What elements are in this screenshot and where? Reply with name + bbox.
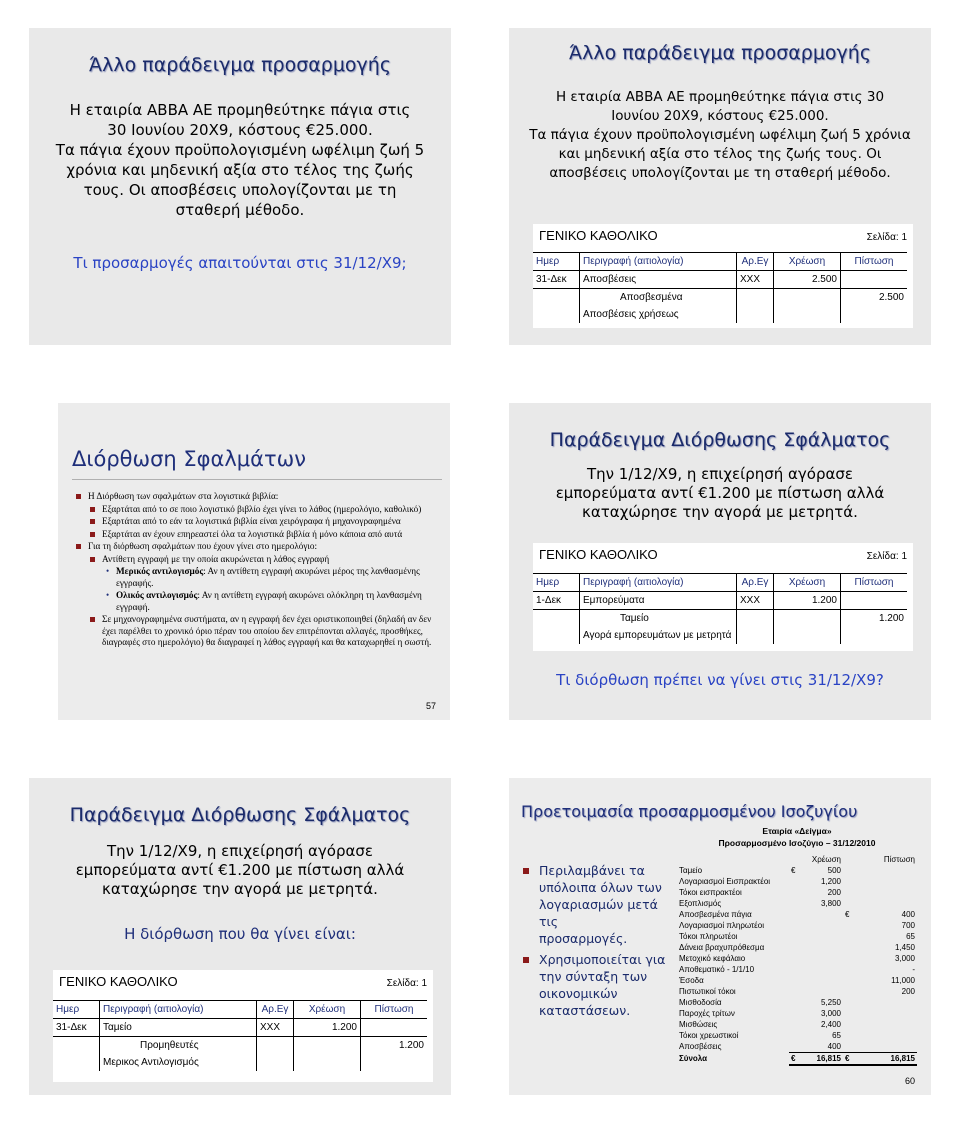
bullet-text: Σε μηχανογραφημένα συστήματα, αν η εγγραφή δεν έχει οριστικοποιηθεί (δηλαδή αν δεν έχει παρέλθει το χρονικό όριο πέραν του οποίου δεν επιτρέπονται αλλαγές, προσθήκες, διαγραφές στο ημερολόγιο) θα διαγραφεί η λάθος εγγραφή και θα καταχωρηθεί η σωστή. bbox=[102, 614, 432, 647]
text-line: Τα πάγια έχουν προϋπολογισμένη ωφέλιμη ζωή 5 bbox=[55, 141, 425, 159]
tb-row bbox=[677, 887, 917, 898]
ledger-cell bbox=[533, 627, 580, 644]
ledger-title: ΓΕΝΙΚΟ ΚΑΘΟΛΙΚΟ bbox=[59, 974, 178, 989]
tb-total-row bbox=[677, 1053, 917, 1066]
slide-1 bbox=[29, 28, 451, 345]
ledger-cell bbox=[841, 271, 908, 289]
tb-total-credit: 16,815 bbox=[857, 1053, 917, 1066]
col-header: Ημερ bbox=[533, 574, 580, 592]
col-header: Χρέωση bbox=[774, 574, 841, 592]
ledger-cell bbox=[737, 610, 774, 628]
bullet-dot-icon: • bbox=[106, 566, 110, 576]
ledger-cell bbox=[737, 289, 774, 307]
col-header: Πίστωση bbox=[841, 253, 908, 271]
text-line: και μηδενική αξία στο τέλος της ζωής τους. Οι bbox=[558, 146, 882, 162]
bullet-icon bbox=[76, 494, 81, 499]
slide-4-body bbox=[509, 465, 931, 522]
text-line: Η εταιρία ΑΒΒΑ ΑΕ προμηθεύτηκε πάγια στις bbox=[69, 101, 411, 119]
tb-cell bbox=[799, 909, 843, 920]
tb-cell bbox=[789, 920, 799, 931]
ledger-cell bbox=[533, 306, 580, 323]
tb-account-name: Μισθοδοσία bbox=[679, 998, 722, 1007]
tb-account-name: Παροχές τρίτων bbox=[679, 1009, 735, 1018]
tb-cell bbox=[843, 1008, 857, 1019]
tb-cell bbox=[857, 1019, 917, 1030]
ledger-cell bbox=[841, 306, 908, 323]
tb-cell bbox=[789, 975, 799, 986]
bullet-text: Για τη διόρθωση σφαλμάτων που έχουν γίνει στο ημερολόγιο: bbox=[88, 541, 318, 551]
ledger-cell bbox=[737, 627, 774, 644]
text-line: τους. Οι αποσβέσεις υπολογίζονται με τη bbox=[83, 181, 397, 199]
slide-1-title: Άλλο παράδειγμα προσαρμογής bbox=[89, 54, 391, 76]
col-header: Χρέωση bbox=[294, 1001, 361, 1019]
slide-6-title: Προετοιμασία προσαρμοσμένου Ισοζυγίου bbox=[521, 802, 858, 821]
tb-cell bbox=[789, 876, 799, 887]
bullet-text: οικονομικών bbox=[539, 986, 618, 1001]
ledger-cell: Εμπορεύματα bbox=[580, 592, 737, 610]
title-underline bbox=[72, 479, 442, 480]
tb-cell bbox=[857, 865, 917, 876]
bullet-item bbox=[72, 614, 444, 649]
tb-cell bbox=[789, 1041, 799, 1053]
ledger-table bbox=[533, 252, 907, 323]
ledger-cell bbox=[294, 1054, 361, 1071]
ledger-header bbox=[533, 224, 913, 243]
tb-row bbox=[677, 1019, 917, 1030]
tb-row bbox=[677, 898, 917, 909]
ledger-cell bbox=[257, 1037, 294, 1055]
tb-row bbox=[677, 931, 917, 942]
ledger-cell bbox=[774, 610, 841, 628]
ledger-cell bbox=[53, 1037, 100, 1055]
tb-account-name: Λογαριασμοί Εισπρακτέοι bbox=[679, 877, 771, 886]
tb-cell bbox=[857, 1041, 917, 1053]
ledger-row bbox=[533, 306, 907, 323]
tb-cell bbox=[843, 964, 857, 975]
bullet-text: Αντίθετη εγγραφή με την οποία ακυρώνεται η λάθος εγγραφή bbox=[102, 553, 330, 564]
slide-4-question: Τι διόρθωση πρέπει να γίνει στις 31/12/Χ9? bbox=[556, 671, 884, 689]
bullet-text: Εξαρτάται από το σε ποιο λογιστικό βιβλίο έχει γίνει το λάθος (ημερολόγιο, καθολικό) bbox=[102, 503, 422, 514]
ledger-cell bbox=[533, 610, 580, 628]
col-header: Περιγραφή (αιτιολογία) bbox=[580, 253, 737, 271]
tb-cell: € bbox=[845, 910, 850, 919]
bullet-icon bbox=[523, 957, 529, 963]
ledger-cell: 1.200 bbox=[774, 592, 841, 610]
tb-row bbox=[677, 1008, 917, 1019]
tb-cell bbox=[789, 931, 799, 942]
tb-account-name: Αποσβεσμένα πάγια bbox=[679, 910, 752, 919]
slide-5-body bbox=[29, 842, 451, 899]
tb-cell bbox=[799, 953, 843, 964]
tb-account-name: Ταμείο bbox=[679, 866, 703, 875]
tb-cell bbox=[843, 1041, 857, 1053]
bullet-text: την σύνταξη των bbox=[539, 969, 648, 984]
tb-account-name: Έσοδα bbox=[679, 976, 704, 985]
text-line: καταχώρησε την αγορά με μετρητά. bbox=[582, 503, 858, 521]
tb-cell: 3,000 bbox=[894, 954, 915, 963]
slide-5 bbox=[29, 778, 451, 1095]
tb-cell bbox=[843, 953, 857, 964]
ledger-row bbox=[533, 289, 907, 307]
tb-cell bbox=[843, 887, 857, 898]
trial-balance bbox=[677, 826, 917, 1066]
ledger-table bbox=[53, 1000, 427, 1071]
text-line: εμπορεύματα αντί €1.200 με πίστωση αλλά bbox=[555, 484, 885, 502]
tb-cell bbox=[789, 1008, 799, 1019]
tb-row bbox=[677, 986, 917, 997]
tb-cell: 65 bbox=[832, 1031, 841, 1040]
bullet-bold: Μερικός αντιλογισμός bbox=[116, 566, 204, 576]
bullet-item bbox=[72, 566, 444, 589]
tb-cell: 200 bbox=[901, 987, 915, 996]
tb-row bbox=[677, 942, 917, 953]
ledger-cell: 31-Δεκ bbox=[53, 1019, 100, 1037]
bullet-bold: Ολικός αντιλογισμός bbox=[116, 590, 198, 600]
ledger-cell bbox=[53, 1054, 100, 1071]
ledger-cell bbox=[737, 306, 774, 323]
general-ledger bbox=[533, 224, 913, 328]
ledger-cell: 2.500 bbox=[774, 271, 841, 289]
bullet-text: λογαριασμών μετά τις bbox=[539, 897, 658, 929]
tb-account-name: Αποσβέσεις bbox=[679, 1042, 722, 1052]
tb-header-row bbox=[677, 854, 917, 865]
tb-cell bbox=[843, 1019, 857, 1030]
tb-row bbox=[677, 964, 917, 975]
text-line: σταθερή μέθοδο. bbox=[175, 201, 305, 219]
tb-row bbox=[677, 1030, 917, 1041]
slide-4 bbox=[509, 403, 931, 720]
bullet-item bbox=[72, 516, 444, 528]
tb-cell: 200 bbox=[827, 888, 841, 897]
tb-account-name: Τόκοι πληρωτέοι bbox=[679, 932, 738, 941]
bullet-text: υπόλοιπα όλων των bbox=[539, 880, 662, 895]
tb-cell bbox=[799, 942, 843, 953]
ledger-row bbox=[53, 1019, 427, 1037]
bullet-text: Εξαρτάται από το εάν τα λογιστικά βιβλία είναι χειρόγραφα ή μηχανογραφημένα bbox=[102, 516, 401, 526]
tb-cell bbox=[789, 909, 799, 920]
ledger-cell: ΧΧΧ bbox=[737, 592, 774, 610]
tb-cell: 400 bbox=[827, 1042, 841, 1051]
tb-cell bbox=[789, 986, 799, 997]
ledger-cell: Αγορά εμπορευμάτων με μετρητά bbox=[580, 627, 737, 644]
ledger-cell bbox=[841, 627, 908, 644]
tb-account-name: Μετοχικό κεφάλαιο bbox=[679, 954, 746, 963]
ledger-cell: Αποσβέσεις χρήσεως bbox=[580, 306, 737, 323]
tb-cell bbox=[857, 887, 917, 898]
tb-cell: 3,800 bbox=[820, 899, 841, 908]
bullet-icon bbox=[90, 557, 95, 562]
slide-6-bullets bbox=[517, 862, 677, 1020]
tb-cell: 400 bbox=[901, 910, 915, 919]
tb-cell bbox=[843, 997, 857, 1008]
tb-cell bbox=[857, 1008, 917, 1019]
tb-cell bbox=[857, 1030, 917, 1041]
ledger-page: Σελίδα: 1 bbox=[386, 978, 427, 989]
text-line: εμπορεύματα αντί €1.200 με πίστωση αλλά bbox=[75, 861, 405, 879]
tb-account-name: Μισθώσεις bbox=[679, 1020, 718, 1029]
ledger-cell bbox=[361, 1054, 428, 1071]
slide-3-title: Διόρθωση Σφαλμάτων bbox=[72, 447, 306, 471]
bullet-icon bbox=[90, 532, 95, 537]
ledger-header bbox=[53, 970, 433, 989]
tb-total-sym: € bbox=[789, 1053, 799, 1066]
bullet-item bbox=[517, 862, 677, 947]
ledger-cell: Αποσβεσμένα bbox=[580, 289, 737, 307]
ledger-cell bbox=[533, 289, 580, 307]
tb-cell: 700 bbox=[901, 921, 915, 930]
ledger-cell: Προμηθευτές bbox=[100, 1037, 257, 1055]
ledger-cell bbox=[257, 1054, 294, 1071]
tb-cell: 3,000 bbox=[820, 1009, 841, 1018]
bullet-item bbox=[72, 590, 444, 613]
tb-cell bbox=[843, 931, 857, 942]
slide-2-title: Άλλο παράδειγμα προσαρμογής bbox=[569, 42, 871, 64]
ledger-header-row bbox=[533, 574, 907, 592]
ledger-cell: Ταμείο bbox=[100, 1019, 257, 1037]
tb-cell: 5,250 bbox=[820, 998, 841, 1007]
bullet-dot-icon: • bbox=[106, 590, 110, 600]
tb-total-debit: 16,815 bbox=[799, 1053, 843, 1066]
slide-6 bbox=[509, 778, 931, 1095]
col-header: Περιγραφή (αιτιολογία) bbox=[100, 1001, 257, 1019]
tb-cell bbox=[843, 865, 857, 876]
ledger-row bbox=[53, 1037, 427, 1055]
ledger-cell bbox=[294, 1037, 361, 1055]
slide-1-question: Τι προσαρμογές απαιτούνται στις 31/12/Χ9; bbox=[73, 254, 407, 272]
text-line: χρόνια και μηδενική αξία στο τέλος της ζωής bbox=[66, 161, 414, 179]
tb-account-name: Τόκοι χρεωστικοί bbox=[679, 1031, 739, 1040]
tb-cell bbox=[789, 898, 799, 909]
slide-1-body bbox=[29, 100, 451, 220]
bullet-text: καταστάσεων. bbox=[539, 1003, 631, 1018]
tb-cell bbox=[799, 931, 843, 942]
ledger-cell: 1.200 bbox=[841, 610, 908, 628]
col-header: Πίστωση bbox=[361, 1001, 428, 1019]
tb-cell bbox=[789, 1019, 799, 1030]
slide-5-title: Παράδειγμα Διόρθωσης Σφάλματος bbox=[69, 804, 411, 826]
tb-account-name: Εξοπλισμός bbox=[679, 899, 722, 908]
bullet-item bbox=[72, 504, 444, 516]
tb-cell bbox=[857, 898, 917, 909]
slide-3-bullets bbox=[72, 491, 444, 650]
col-header: Πίστωση bbox=[841, 574, 908, 592]
text-line: Ιουνίου 20Χ9, κόστους €25.000. bbox=[611, 108, 829, 124]
ledger-header-row bbox=[533, 253, 907, 271]
slide-2-body bbox=[509, 88, 931, 183]
tb-row bbox=[677, 920, 917, 931]
ledger-cell: ΧΧΧ bbox=[737, 271, 774, 289]
ledger-cell: 2.500 bbox=[841, 289, 908, 307]
ledger-cell: Μερικος Αντιλογισμός bbox=[100, 1054, 257, 1071]
tb-col-header: Χρέωση bbox=[811, 855, 841, 864]
ledger-title: ΓΕΝΙΚΟ ΚΑΘΟΛΙΚΟ bbox=[539, 547, 658, 562]
company-name: Εταιρία «Δείγμα» bbox=[762, 826, 832, 836]
tb-cell bbox=[843, 1030, 857, 1041]
tb-cell bbox=[789, 942, 799, 953]
ledger-page: Σελίδα: 1 bbox=[866, 232, 907, 243]
bullet-text: Η Διόρθωση των σφαλμάτων στα λογιστικά βιβλία: bbox=[88, 491, 279, 501]
col-header: Ημερ bbox=[53, 1001, 100, 1019]
ledger-cell bbox=[774, 289, 841, 307]
text-line: αποσβέσεις υπολογίζονται με τη σταθερή μέθοδο. bbox=[549, 165, 891, 181]
ledger-cell: Ταμείο bbox=[580, 610, 737, 628]
page-number: 57 bbox=[426, 701, 437, 711]
col-header: Αρ.Εγ bbox=[257, 1001, 294, 1019]
tb-row bbox=[677, 876, 917, 887]
tb-cell: 500 bbox=[827, 866, 841, 875]
tb-account-name: Τόκοι εισπρακτέοι bbox=[679, 888, 742, 897]
ledger-cell: 1-Δεκ bbox=[533, 592, 580, 610]
bullet-text: Εξαρτάται αν έχουν επηρεαστεί όλα τα λογιστικά βιβλία ή μόνο κάποια από αυτά bbox=[102, 528, 403, 539]
page-number: 60 bbox=[905, 1076, 916, 1086]
tb-cell bbox=[843, 876, 857, 887]
tb-cell bbox=[789, 997, 799, 1008]
tb-total-label: Σύνολα bbox=[679, 1054, 708, 1064]
trial-balance-table bbox=[677, 854, 917, 1066]
ledger-cell bbox=[774, 306, 841, 323]
col-header: Περιγραφή (αιτιολογία) bbox=[580, 574, 737, 592]
bullet-item bbox=[72, 541, 444, 553]
col-header: Αρ.Εγ bbox=[737, 253, 774, 271]
trial-balance-title: Προσαρμοσμένο Ισοζύγιο – 31/12/2010 bbox=[718, 838, 876, 848]
ledger-row bbox=[533, 271, 907, 289]
tb-row bbox=[677, 975, 917, 986]
bullet-icon bbox=[90, 617, 95, 622]
tb-col-header: Πίστωση bbox=[883, 855, 915, 864]
bullet-item bbox=[517, 951, 677, 1019]
bullet-icon bbox=[90, 507, 95, 512]
slide-2 bbox=[509, 28, 931, 345]
tb-cell bbox=[857, 997, 917, 1008]
ledger-cell bbox=[841, 592, 908, 610]
col-header: Ημερ bbox=[533, 253, 580, 271]
ledger-cell bbox=[774, 627, 841, 644]
tb-cell: 1,200 bbox=[820, 877, 841, 886]
col-header: Χρέωση bbox=[774, 253, 841, 271]
col-header: Αρ.Εγ bbox=[737, 574, 774, 592]
ledger-cell: ΧΧΧ bbox=[257, 1019, 294, 1037]
ledger-header-row bbox=[53, 1001, 427, 1019]
tb-cell bbox=[843, 942, 857, 953]
ledger-row bbox=[533, 627, 907, 644]
bullet-text: Χρησιμοποιείται για bbox=[539, 952, 666, 967]
tb-row bbox=[677, 997, 917, 1008]
tb-account-name: Αποθεματικό - 1/1/10 bbox=[679, 965, 755, 974]
slide-4-title: Παράδειγμα Διόρθωσης Σφάλματος bbox=[549, 429, 891, 451]
ledger-cell: 1.200 bbox=[294, 1019, 361, 1037]
text-line: Τα πάγια έχουν προϋπολογισμένη ωφέλιμη ζωή 5 χρόνια bbox=[529, 127, 911, 143]
bullet-text: : Αν η αντίθετη εγγραφή ακυρώνει ολόκληρη τη λανθασμένη εγγραφή. bbox=[116, 590, 422, 612]
text-line: Την 1/12/Χ9, η επιχείρησή αγόρασε bbox=[106, 842, 374, 860]
tb-cell bbox=[789, 964, 799, 975]
tb-row bbox=[677, 953, 917, 964]
tb-row bbox=[677, 909, 917, 920]
tb-row bbox=[677, 1041, 917, 1053]
bullet-text: προσαρμογές. bbox=[539, 931, 628, 946]
ledger-row bbox=[533, 610, 907, 628]
bullet-icon bbox=[76, 544, 81, 549]
text-line: Την 1/12/Χ9, η επιχείρησή αγόρασε bbox=[586, 465, 854, 483]
tb-cell bbox=[857, 876, 917, 887]
text-line: 30 Ιουνίου 20Χ9, κόστους €25.000. bbox=[107, 121, 373, 139]
text-line: καταχώρησε την αγορά με μετρητά. bbox=[102, 880, 378, 898]
ledger-row bbox=[53, 1054, 427, 1071]
tb-cell bbox=[799, 964, 843, 975]
ledger-page: Σελίδα: 1 bbox=[866, 551, 907, 562]
tb-cell bbox=[789, 953, 799, 964]
text-line: Η εταιρία ΑΒΒΑ ΑΕ προμηθεύτηκε πάγια στις 30 bbox=[555, 89, 885, 105]
tb-account-name: Λογαριασμοί πληρωτέοι bbox=[679, 921, 764, 930]
ledger-row bbox=[533, 592, 907, 610]
tb-cell bbox=[799, 920, 843, 931]
bullet-text: : Αν η αντίθετη εγγραφή ακυρώνει μέρος της λανθασμένης εγγραφής. bbox=[116, 566, 420, 588]
ledger-cell: 31-Δεκ bbox=[533, 271, 580, 289]
tb-row bbox=[677, 865, 917, 876]
tb-cell: 11,000 bbox=[891, 976, 915, 985]
ledger-table bbox=[533, 573, 907, 644]
tb-total-sym: € bbox=[843, 1053, 857, 1066]
tb-cell bbox=[843, 920, 857, 931]
general-ledger bbox=[53, 970, 433, 1082]
tb-cell bbox=[843, 898, 857, 909]
tb-cell bbox=[843, 986, 857, 997]
tb-cell: 1,450 bbox=[894, 943, 915, 952]
bullet-text: Περιλαμβάνει τα bbox=[539, 863, 645, 878]
bullet-item bbox=[72, 529, 444, 541]
bullet-icon bbox=[523, 868, 529, 874]
tb-cell: - bbox=[912, 965, 915, 974]
ledger-cell: Αποσβέσεις bbox=[580, 271, 737, 289]
ledger-cell bbox=[361, 1019, 428, 1037]
tb-cell bbox=[799, 986, 843, 997]
tb-cell bbox=[789, 1030, 799, 1041]
tb-cell: 2,400 bbox=[820, 1020, 841, 1029]
bullet-item bbox=[72, 554, 444, 566]
tb-cell bbox=[799, 975, 843, 986]
tb-cell bbox=[789, 887, 799, 898]
ledger-title: ΓΕΝΙΚΟ ΚΑΘΟΛΙΚΟ bbox=[539, 228, 658, 243]
bullet-icon bbox=[90, 519, 95, 524]
bullet-item bbox=[72, 491, 444, 503]
slide-3 bbox=[58, 403, 450, 720]
tb-cell: 65 bbox=[906, 932, 915, 941]
tb-cell bbox=[843, 975, 857, 986]
general-ledger bbox=[533, 543, 913, 651]
slide-5-subtitle: Η διόρθωση που θα γίνει είναι: bbox=[124, 925, 356, 943]
tb-account-name: Δάνεια βραχυπρόθεσμα bbox=[679, 943, 765, 952]
tb-cell: € bbox=[791, 866, 796, 875]
ledger-header bbox=[533, 543, 913, 562]
ledger-cell: 1.200 bbox=[361, 1037, 428, 1055]
tb-account-name: Πιστωτικοί τόκοι bbox=[679, 987, 736, 996]
